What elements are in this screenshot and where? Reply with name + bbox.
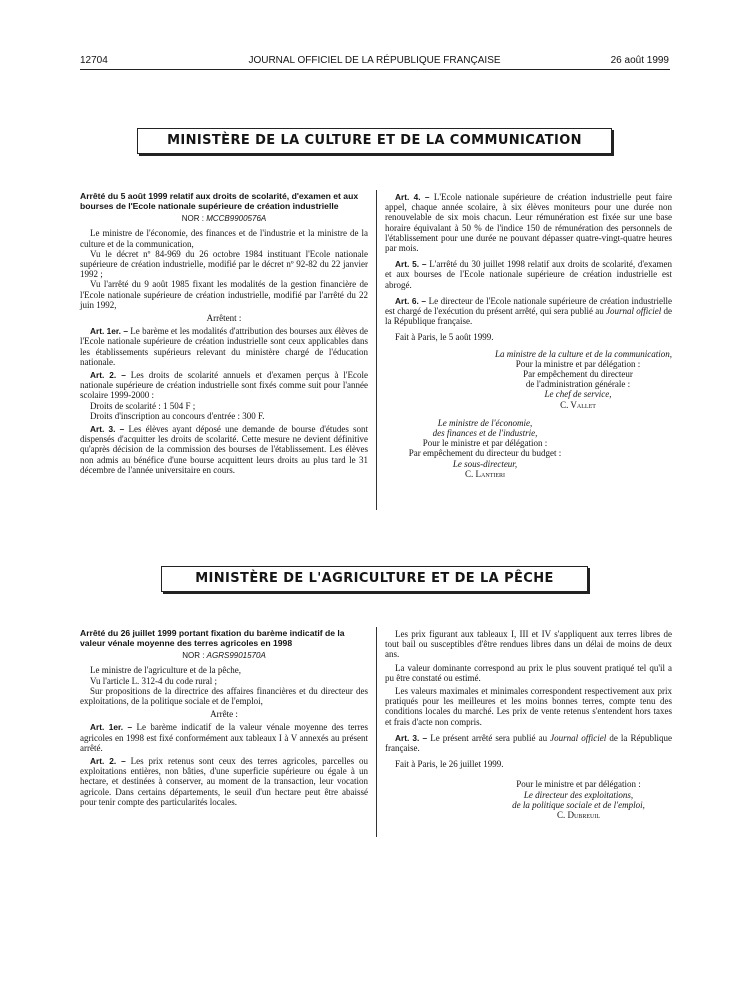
journal-title: JOURNAL OFFICIEL DE LA RÉPUBLIQUE FRANÇAISE <box>248 55 501 66</box>
culture-column-left <box>80 192 368 475</box>
agriculture-column-divider <box>376 627 377 837</box>
agriculture-intro-1: Le ministre de l'agriculture et de la pêche, <box>90 665 242 676</box>
culture-intro-3: Vu l'arrêté du 9 août 1985 fixant les modalités de la gestion financière de l'Ecole nationale supérieure de création industrielle, modifié par l'arrêté du 22 juin 1992, <box>80 279 368 310</box>
agriculture-fait: Fait à Paris, le 26 juillet 1999. <box>395 759 504 770</box>
agriculture-column-left <box>80 629 368 807</box>
culture-column-right <box>385 192 672 479</box>
agriculture-intro-3: Sur propositions de la directrice des affaires financières et du directeur des exploitations, de la politique sociale et de l'emploi, <box>80 685 368 706</box>
agriculture-nor: NOR : AGRS9901570A <box>182 651 266 661</box>
agriculture-article-1: Art. 1er. – Le barème indicatif de la valeur vénale moyenne des terres agricoles en 1998 est fixé conformément aux tableaux I à V annexés au présent arrêté. <box>80 722 368 753</box>
culture-article-4: Art. 4. – L'Ecole nationale supérieure de création industrielle peut faire appel, chaque année scolaire, à six élèves moniteurs pour une durée non renouvelable de six mois chacun. Leur rémunération est fixée sur une base horaire équivalant à 50 % de l'indice 150 de rémunération des personnels de l'établissement pour une durée ne pouvant dépasser quatre-vingt-quatre heures par mois. <box>385 192 672 254</box>
culture-fait: Fait à Paris, le 5 août 1999. <box>395 332 494 343</box>
culture-fee-tuition: Droits de scolarité : 1 504 F ; <box>90 400 196 411</box>
culture-fee-exam: Droits d'inscription au concours d'entrée : 300 F. <box>90 410 265 421</box>
culture-article-1: Art. 1er. – Le barème et les modalités d'attribution des bourses aux élèves de l'Ecole nationale supérieure de création industrielle sont ceux applicables dans les établissements supérieurs relevant du ministère chargé de l'éducation nationale. <box>80 326 368 367</box>
culture-intro-2: Vu le décret nº 84-969 du 26 octobre 1984 instituant l'Ecole nationale supérieure de création industrielle, modifié par le décret nº 92-82 du 22 janvier 1992 ; <box>80 248 368 280</box>
culture-decree-title: Arrêté du 5 août 1999 relatif aux droits de scolarité, d'examen et aux bourses de l'Ecole nationale supérieure de création industrielle <box>80 191 359 211</box>
page-number: 12704 <box>80 55 108 66</box>
agriculture-article-2: Art. 2. – Les prix retenus sont ceux des terres agricoles, parcelles ou exploitations entières, non bâties, d'une superficie supérieure ou égale à un hectare, et destinées à conserver, au moment de la transaction, leur vocation agricole. Dans certains départements, le seuil d'un hectare peut être abaissé pour tenir compte des particularités locales. <box>80 756 368 807</box>
agriculture-decree-title: Arrêté du 26 juillet 1999 portant fixation du barème indicatif de la valeur vénale moyenne des terres agricoles en 1998 <box>80 628 345 648</box>
culture-nor: NOR : MCCB9900576A <box>181 214 267 224</box>
signatory-lantieri: C. Lantieri <box>465 468 505 479</box>
agriculture-arrete: Arrête : <box>210 709 238 720</box>
culture-intro-1: Le ministre de l'économie, des finances et de l'industrie et la ministre de la culture et de la communication, <box>80 228 368 249</box>
agriculture-intro-2: Vu l'article L. 312-4 du code rural ; <box>90 675 218 686</box>
agriculture-signature: Pour le ministre et par délégation : Le directeur des exploitations, de la politique sociale et de l'emploi, C. Dubreuil <box>485 779 672 820</box>
issue-date: 26 août 1999 <box>610 55 669 66</box>
ministry-culture-banner: MINISTÈRE DE LA CULTURE ET DE LA COMMUNICATION <box>137 128 612 154</box>
agriculture-paragraph-3: Les valeurs maximales et minimales correspondent respectivement aux prix pratiqués pour les meilleures et les moins bonnes terres, compte tenu des conditions locales du marché. Les prix de vente retenus s'entendent hors taxes et frais d'acte non compris. <box>385 686 672 727</box>
culture-signature-1: La ministre de la culture et de la communication, Pour la ministre et par délégation : Par empêchement du directeur de l'administration générale : Le chef de service, C. Vallet <box>494 348 672 410</box>
ministry-agriculture-banner: MINISTÈRE DE L'AGRICULTURE ET DE LA PÊCHE <box>161 566 588 592</box>
agriculture-article-3: Art. 3. – Le présent arrêté sera publié au Journal officiel de la République française. <box>385 732 672 754</box>
culture-article-6: Art. 6. – Le directeur de l'Ecole nationale supérieure de création industrielle est chargé de l'exécution du présent arrêté, qui sera publié au Journal officiel de la République française. <box>385 295 673 327</box>
agriculture-paragraph-2: La valeur dominante correspond au prix le plus souvent pratiqué tel qu'il a pu être constaté ou estimé. <box>385 662 672 683</box>
culture-arretent: Arrêtent : <box>206 313 242 324</box>
agriculture-column-right <box>385 629 672 820</box>
culture-article-5: Art. 5. – L'arrêté du 30 juillet 1998 relatif aux droits de scolarité, d'examen et aux bourses de l'Ecole nationale supérieure de création industrielle est abrogé. <box>385 259 672 290</box>
signatory-vallet: C. Vallet <box>560 399 596 410</box>
culture-column-divider <box>376 190 377 510</box>
culture-signature-2: Le ministre de l'économie, des finances et de l'industrie, Pour le ministre et par délégation : Par empêchement du directeur du budget : Le sous-directeur, C. Lantieri <box>385 418 585 479</box>
signatory-dubreuil: C. Dubreuil <box>556 810 600 821</box>
culture-article-2: Art. 2. – Les droits de scolarité annuels et d'examen perçus à l'Ecole nationale supérieure de création industrielle sont fixés comme suit pour l'année scolaire 1999-2000 : <box>80 370 368 401</box>
header-rule <box>80 69 670 70</box>
agriculture-paragraph-1: Les prix figurant aux tableaux I, III et IV s'appliquent aux terres libres de tout bail ou susceptibles d'être rendues libres dans un délai de moins de deux ans. <box>385 629 672 660</box>
culture-article-3: Art. 3. – Les élèves ayant déposé une demande de bourse d'études sont dispensés d'acquitter les droits de scolarité. Cette mesure ne devient définitive qu'après décision de la commission des bourses de l'établissement. Les élèves non admis au bénéfice d'une bourse acquittent leurs droits au plus tard le 31 décembre de l'année universitaire en cours. <box>80 424 368 475</box>
running-header <box>80 55 669 67</box>
